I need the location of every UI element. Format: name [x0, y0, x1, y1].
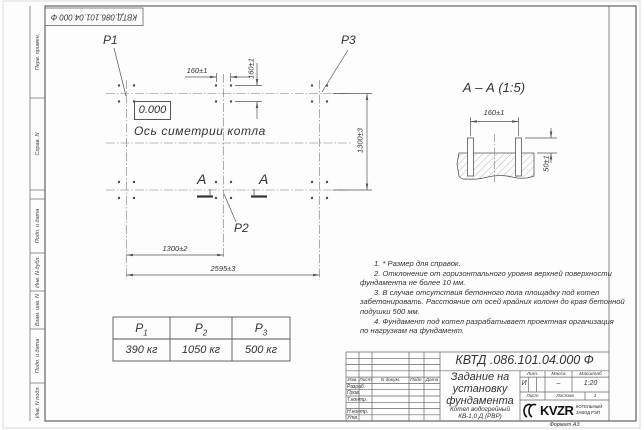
product-name-line-1: Котел водогрейный [450, 406, 510, 413]
section-letter-left: А [197, 171, 207, 187]
load-point-p3-label: Р3 [341, 33, 356, 47]
margin-label-inv-dubl: Инв. N дубл. [34, 256, 41, 288]
scale-header: Масштаб [579, 371, 602, 377]
doc-title-line-1: Задание на [450, 371, 510, 383]
technical-notes [360, 259, 625, 336]
sheets-label: Листов [556, 393, 574, 399]
anchor-bolt-left [468, 138, 474, 176]
top-stamp-number: КВТД.086.101.04.000 Ф [50, 12, 138, 22]
dim-bolt-spacing-h: 160±1 [186, 66, 208, 75]
loads-table-value-p3: 500 кг [244, 344, 278, 356]
product-name-line-2: КВ-1,0 Д (РВР) [458, 413, 502, 420]
sheets-value: 1 [593, 393, 597, 399]
sign-row-tkontr: Т.контр. [347, 396, 368, 403]
lit-value: И [521, 380, 527, 387]
scale-value: 1:20 [583, 380, 598, 387]
doc-title-line-3: фундамента [446, 395, 514, 407]
format-label: Формат А3 [549, 422, 580, 428]
doc-title-line-2: установку [452, 383, 508, 395]
dim-col-spacing: 1300±2 [162, 244, 188, 253]
dim-row-spacing: 1300±3 [355, 128, 365, 153]
loads-table-value-p1: 390 кг [125, 344, 158, 356]
note-line: 4. Фундамент под котел разрабатывает проектная организация [374, 316, 614, 326]
dim-section-bolt-spacing: 160±1 [483, 108, 505, 117]
col-header-izm: Изм. [347, 377, 358, 383]
note-line: 3. В случае отсутствия бетонного пола площадку под котел [374, 287, 600, 297]
dim-bolt-spacing-v: 160±1 [246, 58, 256, 79]
mass-value: – [556, 380, 561, 387]
note-line: фундамента не более 10 мм. [360, 278, 466, 288]
title-block-doc-number: КВТД .086.101.04.000 Ф [455, 353, 594, 367]
col-header-list: Лист [359, 377, 372, 383]
sign-row-prov: Пров. [347, 390, 361, 397]
sign-row-nkontr: Н.контр. [347, 409, 369, 416]
note-line: подушки 500 мм. [360, 306, 420, 316]
load-point-p1-label: Р1 [103, 33, 118, 47]
logo-caption-line-1: КОТЕЛЬНЫЙ [576, 404, 603, 409]
margin-label-podp-data-2: Подп. и дата [34, 338, 41, 374]
margin-label-podp-data-1: Подп. и дата [34, 208, 41, 244]
section-title: А – А (1:5) [462, 80, 526, 95]
lit-header: Лит. [526, 371, 539, 377]
anchor-bolt-right [516, 138, 522, 176]
plan-view [106, 48, 372, 280]
loads-table-header-p2: $Р_2$ [194, 321, 208, 338]
sign-row-utv: Утв. [347, 415, 359, 422]
note-line: забетонировать. Расстояние от осей крайних колонн до края бетонной [360, 297, 625, 307]
loads-table-header-p3: $Р_3$ [254, 321, 268, 338]
note-line: 2. Отклонение от горизонтального уровня верхней поверхности [374, 268, 612, 278]
note-line: по нагрузкам на фундамент. [360, 326, 465, 336]
margin-label-inv-podl: Инв. N подл. [34, 385, 41, 419]
col-header-ndok: N докум. [380, 377, 401, 383]
col-header-data: Дата [425, 377, 439, 383]
kvzr-logo-text: KVZR [540, 403, 574, 418]
dim-bolt-protrusion: 50±1 [541, 155, 551, 172]
section-letter-right: А [259, 171, 269, 187]
note-line: 1. * Размер для справок. [374, 259, 461, 268]
logo-caption-line-2: ЗАВОД РЭП [576, 410, 600, 415]
margin-label-perv-primen: Перв. примен. [34, 33, 41, 71]
level-mark: 0.000 [134, 101, 171, 120]
sign-row-razrab: Разраб. [347, 384, 366, 390]
col-header-podp: Подп. [410, 377, 423, 383]
loads-table-header-p1: $Р_1$ [135, 321, 148, 338]
margin-label-vzam-inv: Взам. инв. N [34, 293, 41, 327]
dim-total-length: 2595±3 [210, 264, 236, 273]
kvzr-logo-icon [524, 404, 536, 417]
margin-label-sprav-n: Справ. N [34, 132, 41, 156]
sheet-label: Лист [526, 393, 539, 399]
mass-header: Масса [551, 371, 566, 377]
load-point-p2-label: Р2 [234, 221, 249, 235]
symmetry-axis-label: Ось симетрии котла [134, 124, 266, 138]
loads-table-value-p2: 1050 кг [181, 344, 221, 356]
